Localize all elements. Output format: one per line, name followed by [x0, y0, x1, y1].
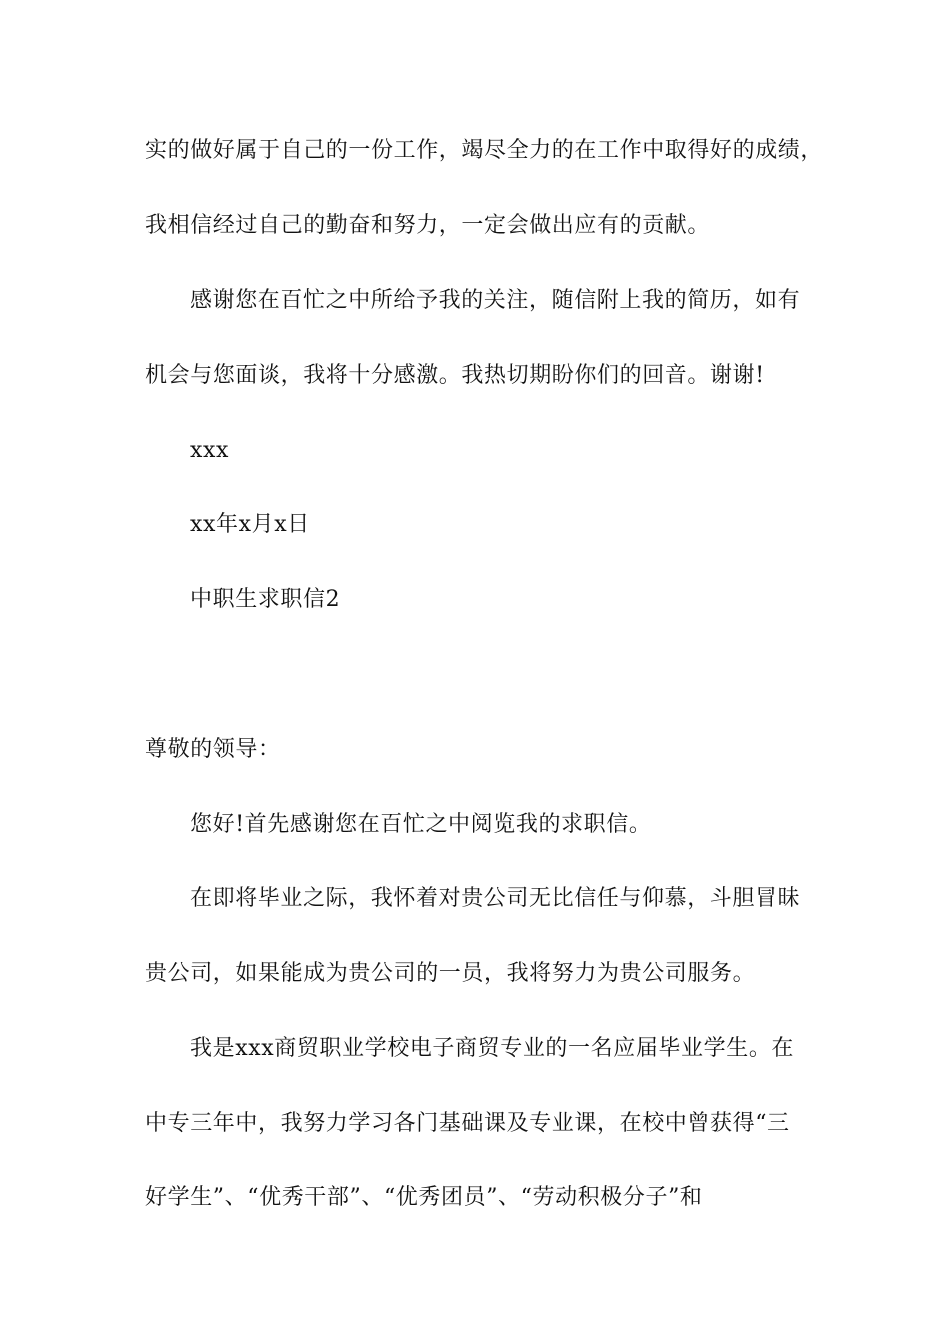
salutation: 尊敬的领导：: [145, 737, 281, 762]
letter-heading: 中职生求职信2: [190, 587, 341, 612]
text-line: 我相信经过自己的勤奋和努力，一定会做出应有的贡献。: [145, 213, 711, 238]
paragraph-start-line: 我是xxx商贸职业学校电子商贸专业的一名应届毕业学生。在: [190, 1036, 795, 1061]
paragraph-start-line: 感谢您在百忙之中所给予我的关注，随信附上我的简历，如有: [190, 288, 801, 313]
text-line: 贵公司，如果能成为贵公司的一员，我将努力为贵公司服务。: [145, 961, 756, 986]
text-line: 机会与您面谈，我将十分感激。我热切期盼你们的回音。谢谢!: [145, 363, 765, 388]
paragraph-start-line: 您好!首先感谢您在百忙之中阅览我的求职信。: [190, 812, 652, 837]
paragraph-start-line: 在即将毕业之际，我怀着对贵公司无比信任与仰慕，斗胆冒昧: [190, 886, 801, 911]
text-line: 好学生”、“优秀干部”、“优秀团员”、“劳动积极分子”和: [145, 1185, 703, 1210]
text-line: 实的做好属于自己的一份工作，竭尽全力的在工作中取得好的成绩，: [145, 138, 824, 163]
signature-date: xx年x月x日: [190, 512, 310, 537]
text-line: 中专三年中，我努力学习各门基础课及专业课，在校中曾获得“三: [145, 1111, 790, 1136]
signature-name: xxx: [190, 438, 230, 463]
